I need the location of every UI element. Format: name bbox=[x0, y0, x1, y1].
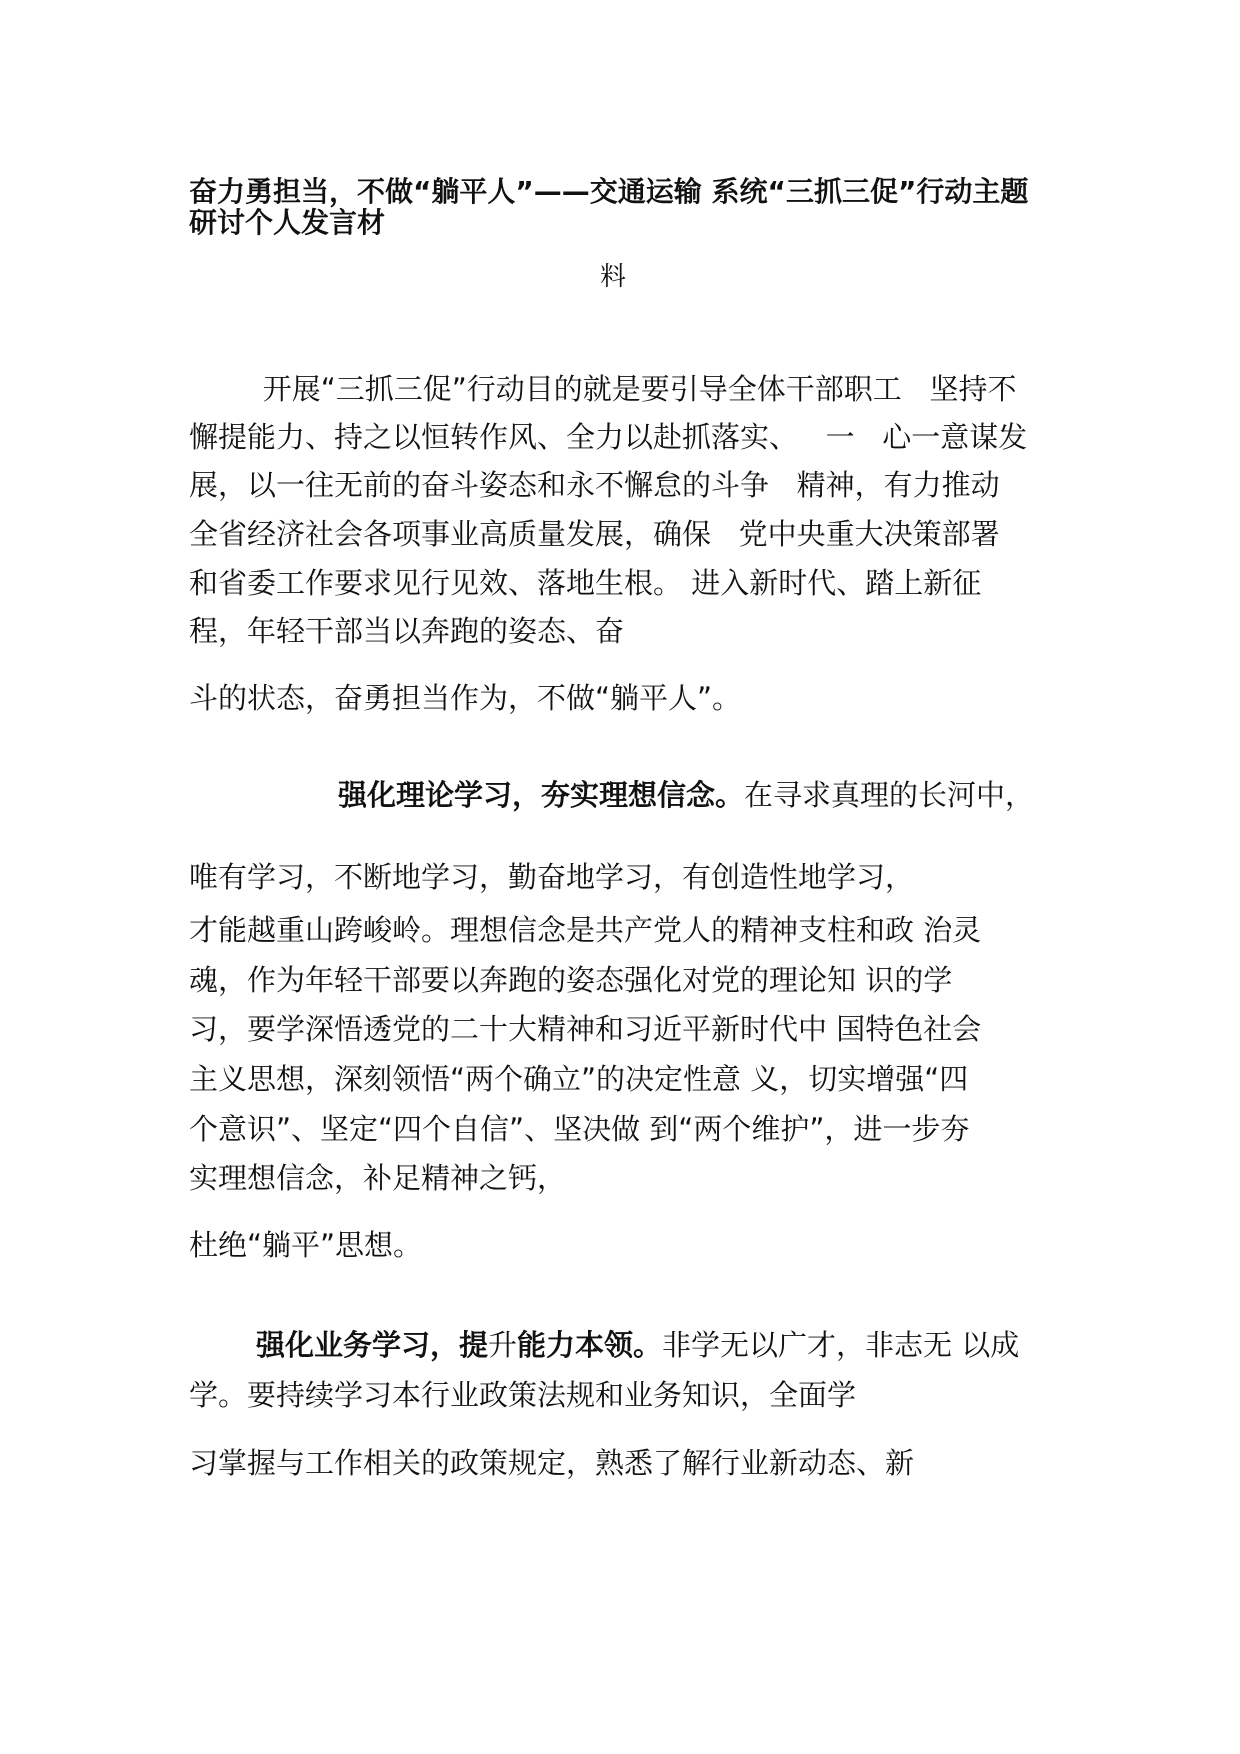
document-title bbox=[189, 176, 1089, 238]
section2-heading-c: 能力本领。 bbox=[517, 1328, 663, 1362]
section1-tail: 杜绝“躺平”思想。 bbox=[189, 1228, 423, 1262]
section2-line-a: 学。要持续学习本行业政策法规和业务知识，全面学 bbox=[189, 1378, 857, 1412]
section2-heading-a: 强化业务学习，提 bbox=[256, 1328, 489, 1362]
title-tail: 料 bbox=[600, 262, 627, 292]
section1-line-1: 才能越重山跨峻岭。理想信念是共产党人的精神支柱和政 治灵 bbox=[189, 913, 982, 947]
section1-heading-line bbox=[338, 778, 1034, 812]
intro-line-2: 懈提能力、持之以恒转作风、全力以赴抓落实、 一 心一意谋发 bbox=[189, 420, 1028, 454]
intro-line-3: 展，以一往无前的奋斗姿态和永不懈怠的斗争 精神，有力推动 bbox=[189, 468, 1000, 502]
intro-line-6: 程，年轻干部当以奔跑的姿态、奋 bbox=[189, 614, 625, 648]
intro-line-4: 全省经济社会各项事业高质量发展，确保 党中央重大决策部署 bbox=[189, 517, 1000, 551]
section1-line-4: 主义思想，深刻领悟“两个确立”的决定性意 义，切实增强“四 bbox=[189, 1062, 969, 1096]
title-line-2: 研讨个人发言材 bbox=[189, 206, 386, 239]
section1-line-a: 唯有学习，不断地学习，勤奋地学习，有创造性地学习， bbox=[189, 860, 915, 894]
section1-line-6: 实理想信念，补足精神之钙， bbox=[189, 1161, 567, 1195]
section2-lead: 非学无以广才，非志无 以成 bbox=[662, 1328, 1020, 1362]
section1-line-2: 魂，作为年轻干部要以奔跑的姿态强化对党的理论知 识的学 bbox=[189, 963, 953, 997]
intro-line-5: 和省委工作要求见行见效、落地生根。 进入新时代、踏上新征 bbox=[189, 566, 982, 600]
section2-line-b: 习掌握与工作相关的政策规定，熟悉了解行业新动态、新 bbox=[189, 1446, 915, 1480]
section1-line-5: 个意识”、坚定“四个自信”、坚决做 到“两个维护”，进一步夯 bbox=[189, 1112, 970, 1146]
section1-heading: 强化理论学习，夯实理想信念。 bbox=[338, 778, 745, 812]
intro-line-1: 开展“三抓三促”行动目的就是要引导全体干部职工 坚持不 bbox=[189, 372, 1017, 406]
title-line-1: 奋力勇担当，不做“躺平人”——交通运输 系统“三抓三促”行动主题 bbox=[189, 175, 1029, 208]
section1-lead: 在寻求真理的长河中， bbox=[744, 778, 1035, 812]
section1-line-3: 习，要学深悟透党的二十大精神和习近平新时代中 国特色社会 bbox=[189, 1012, 982, 1046]
section2-heading-line bbox=[256, 1328, 1019, 1362]
intro-tail: 斗的状态，奋勇担当作为，不做“躺平人”。 bbox=[189, 681, 742, 715]
section2-heading-b: 升 bbox=[488, 1328, 518, 1362]
